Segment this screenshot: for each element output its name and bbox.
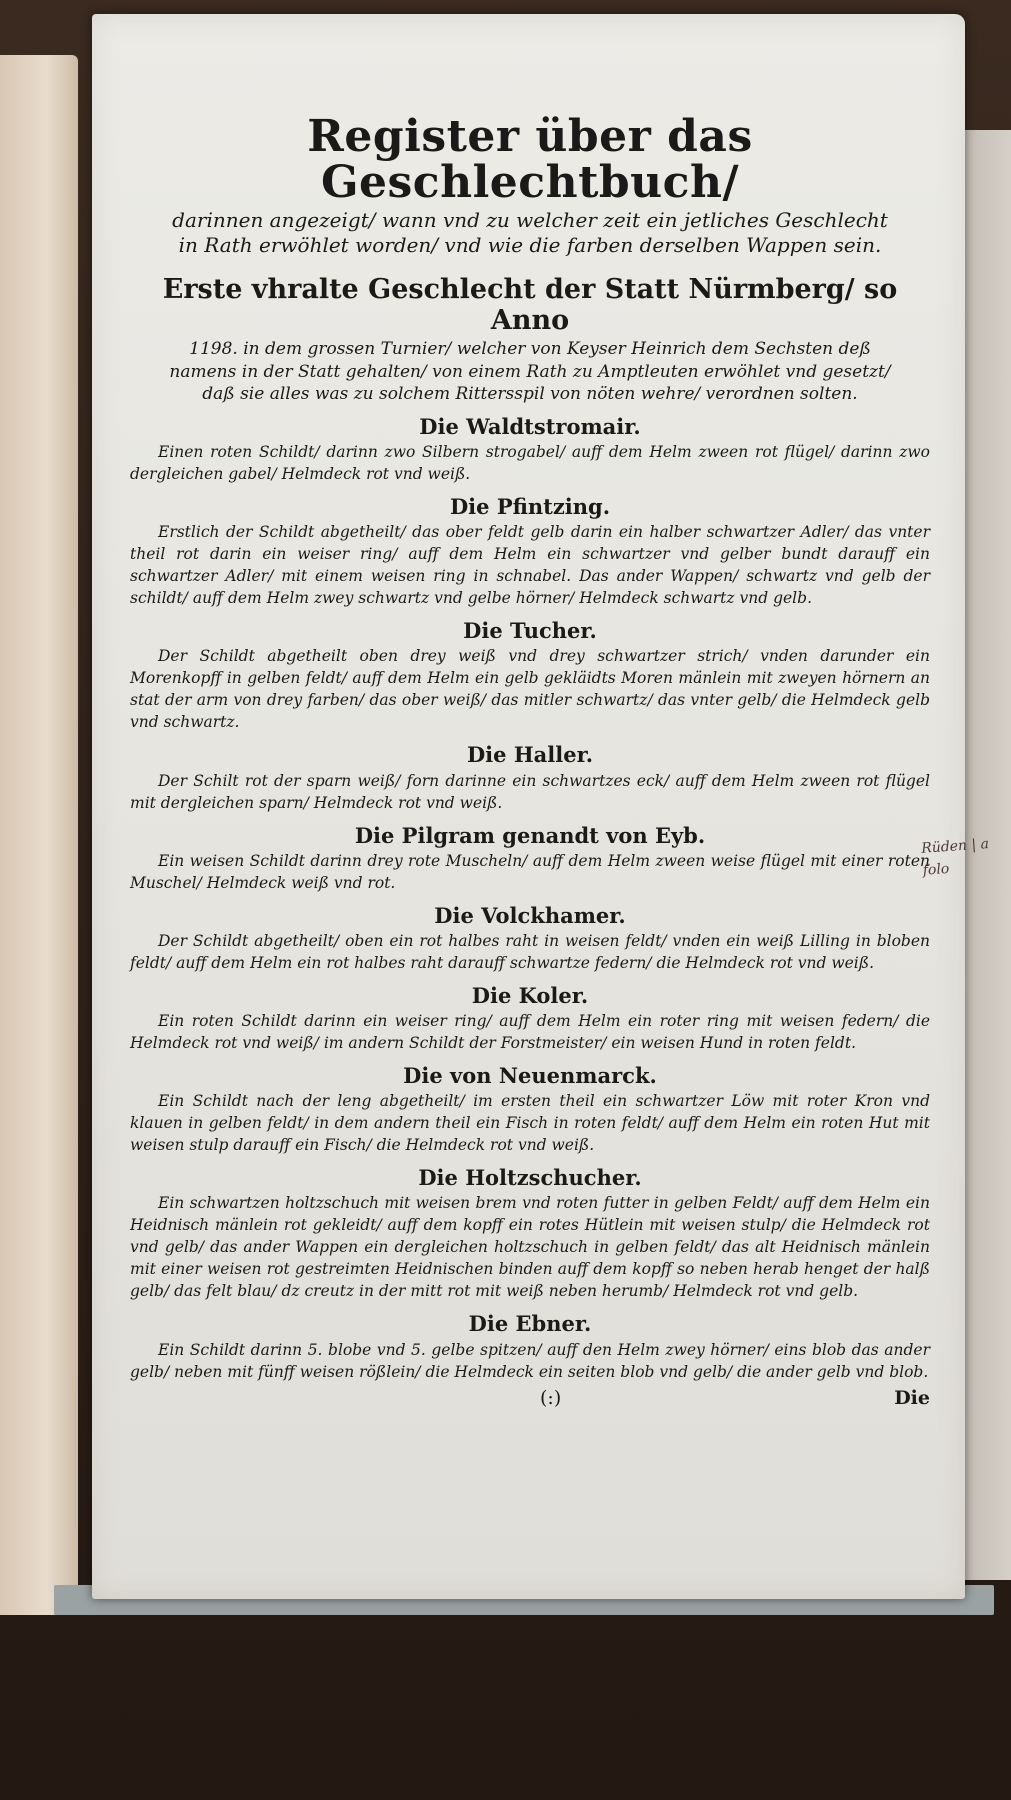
family-entry	[130, 742, 930, 813]
family-entry	[130, 983, 930, 1054]
family-name: Die Haller.	[466, 742, 594, 768]
signature-mark: (:)	[540, 1386, 562, 1409]
page-footer	[130, 1387, 930, 1415]
family-entry	[130, 618, 930, 733]
page-content	[130, 111, 930, 1415]
section-heading-continuation: 1198. in dem grossen Turnier/ welcher von Keyser Heinrich dem Sechsten deß namens in der Statt gehalten/ von einem Rath zu Amptleuten erwöhlet vnd gesetzt/ daß sie alles was zu solchem Rittersspil von nöten wehre/ verordnen solten.	[169, 339, 891, 404]
family-description: Ein schwartzen holtzschuch mit weisen brem vnd roten futter in gelben Feldt/ auff dem Helm ein Heidnisch mänlein rot gekleidt/ auff dem kopff ein rotes Hütlein mit weisen stulp/ die Helmdeck rot vnd gelb/ das ander Wappen ein dergleichen holtzschuch in gelben feldt/ das alt Heidnisch mänlein mit einer weisen rot gestreimten Heidnischen binden auff dem kopff so neben herab henget der halß gelb/ das felt blau/ dz creutz in der mitt rot mit weiß neben herumb/ Helmdeck rot vnd gelb.	[130, 1194, 930, 1301]
family-name: Die Pfintzing.	[449, 493, 611, 519]
family-name: Die Tucher.	[463, 618, 597, 644]
title-block	[130, 111, 930, 258]
family-name: Die Ebner.	[468, 1311, 592, 1337]
left-page-edge	[0, 55, 78, 1615]
family-entry	[130, 1165, 930, 1302]
catchword: Die	[894, 1386, 930, 1409]
family-entry	[130, 903, 930, 974]
family-entry	[130, 414, 930, 485]
family-description: Ein roten Schildt darinn ein weiser ring/ auff dem Helm ein roter ring mit weisen federn/ die Helmdeck rot vnd weiß/ im andern Schildt der Forstmeister/ ein weisen Hund in roten feldt.	[130, 1012, 930, 1053]
family-name: Die Waldtstromair.	[419, 413, 641, 439]
book-page	[92, 14, 965, 1599]
document-subtitle: darinnen angezeigt/ wann vnd zu welcher zeit ein jetliches Geschlecht in Rath erwöhlet worden/ vnd wie die farben derselben Wappen sein.	[172, 208, 888, 258]
family-entry	[130, 823, 930, 894]
family-description: Ein Schildt nach der leng abgetheilt/ im ersten theil ein schwartzer Löw mit roter Kron vnd klauen in gelben feldt/ in dem andern theil ein Fisch in roten feldt/ auff dem Helm ein roten Hut mit weisen stulp darauff ein Fisch/ die Helmdeck rot vnd weiß.	[130, 1092, 930, 1155]
document-title: Register über das Geschlechtbuch/	[307, 111, 753, 209]
family-name: Die Pilgram genandt von Eyb.	[354, 822, 706, 848]
family-name: Die von Neuenmarck.	[403, 1063, 657, 1089]
family-description: Ein Schildt darinn 5. blobe vnd 5. gelbe spitzen/ auff den Helm zwey hörner/ eins blob das ander gelb/ neben mit fünff weisen rößlein/ die Helmdeck ein seiten blob vnd gelb/ die ander gelb vnd blob.	[130, 1340, 930, 1381]
family-description: Erstlich der Schildt abgetheilt/ das ober feldt gelb darin ein halber schwartzer Adler/ das vnter theil rot darin ein weiser ring/ auff dem Helm ein schwartzer vnd gelber bundt darauff ein schwartzer Adler/ mit einem weisen ring in schnabel. Das ander Wappen/ schwartz vnd gelb der schildt/ auff dem Helm zwey schwartz vnd gelbe hörner/ Helmdeck schwartz vnd gelb.	[130, 523, 930, 608]
family-description: Der Schilt rot der sparn weiß/ forn darinne ein schwartzes eck/ auff dem Helm zween rot flügel mit dergleichen sparn/ Helmdeck rot vnd weiß.	[130, 771, 930, 812]
handwritten-margin-note: Rüden | a folo	[920, 836, 990, 880]
family-entry	[130, 494, 930, 609]
family-description: Der Schildt abgetheilt oben drey weiß vnd drey schwartzer strich/ vnden darunder ein Morenkopff in gelben feldt/ auff dem Helm ein gelb gekläidts Moren mänlein mit zweyen hörnern an stat der arm von drey farben/ das ober weiß/ das mitler schwartz/ das vnter gelb/ die Helmdeck gelb vnd schwartz.	[130, 647, 930, 732]
family-entry	[130, 1311, 930, 1382]
family-name: Die Holtzschucher.	[418, 1165, 642, 1191]
family-description: Einen roten Schildt/ darinn zwo Silbern strogabel/ auff dem Helm zween rot flügel/ darinn zwo dergleichen gabel/ Helmdeck rot vnd weiß.	[130, 442, 930, 483]
family-name: Die Koler.	[471, 982, 589, 1008]
family-name: Die Volckhamer.	[434, 902, 626, 928]
family-description: Der Schildt abgetheilt/ oben ein rot halbes raht in weisen feldt/ vnden ein weiß Lilling in bloben feldt/ auff dem Helm ein rot halbes raht darauff schwartze federn/ die Helmdeck rot vnd weiß.	[130, 931, 930, 972]
section-heading: Erste vhralte Geschlecht der Statt Nürmberg/ so Anno	[162, 274, 898, 337]
family-entry	[130, 1063, 930, 1156]
family-description: Ein weisen Schildt darinn drey rote Muscheln/ auff dem Helm zween weise flügel mit einer roten Muschel/ Helmdeck weiß vnd rot.	[130, 851, 930, 892]
